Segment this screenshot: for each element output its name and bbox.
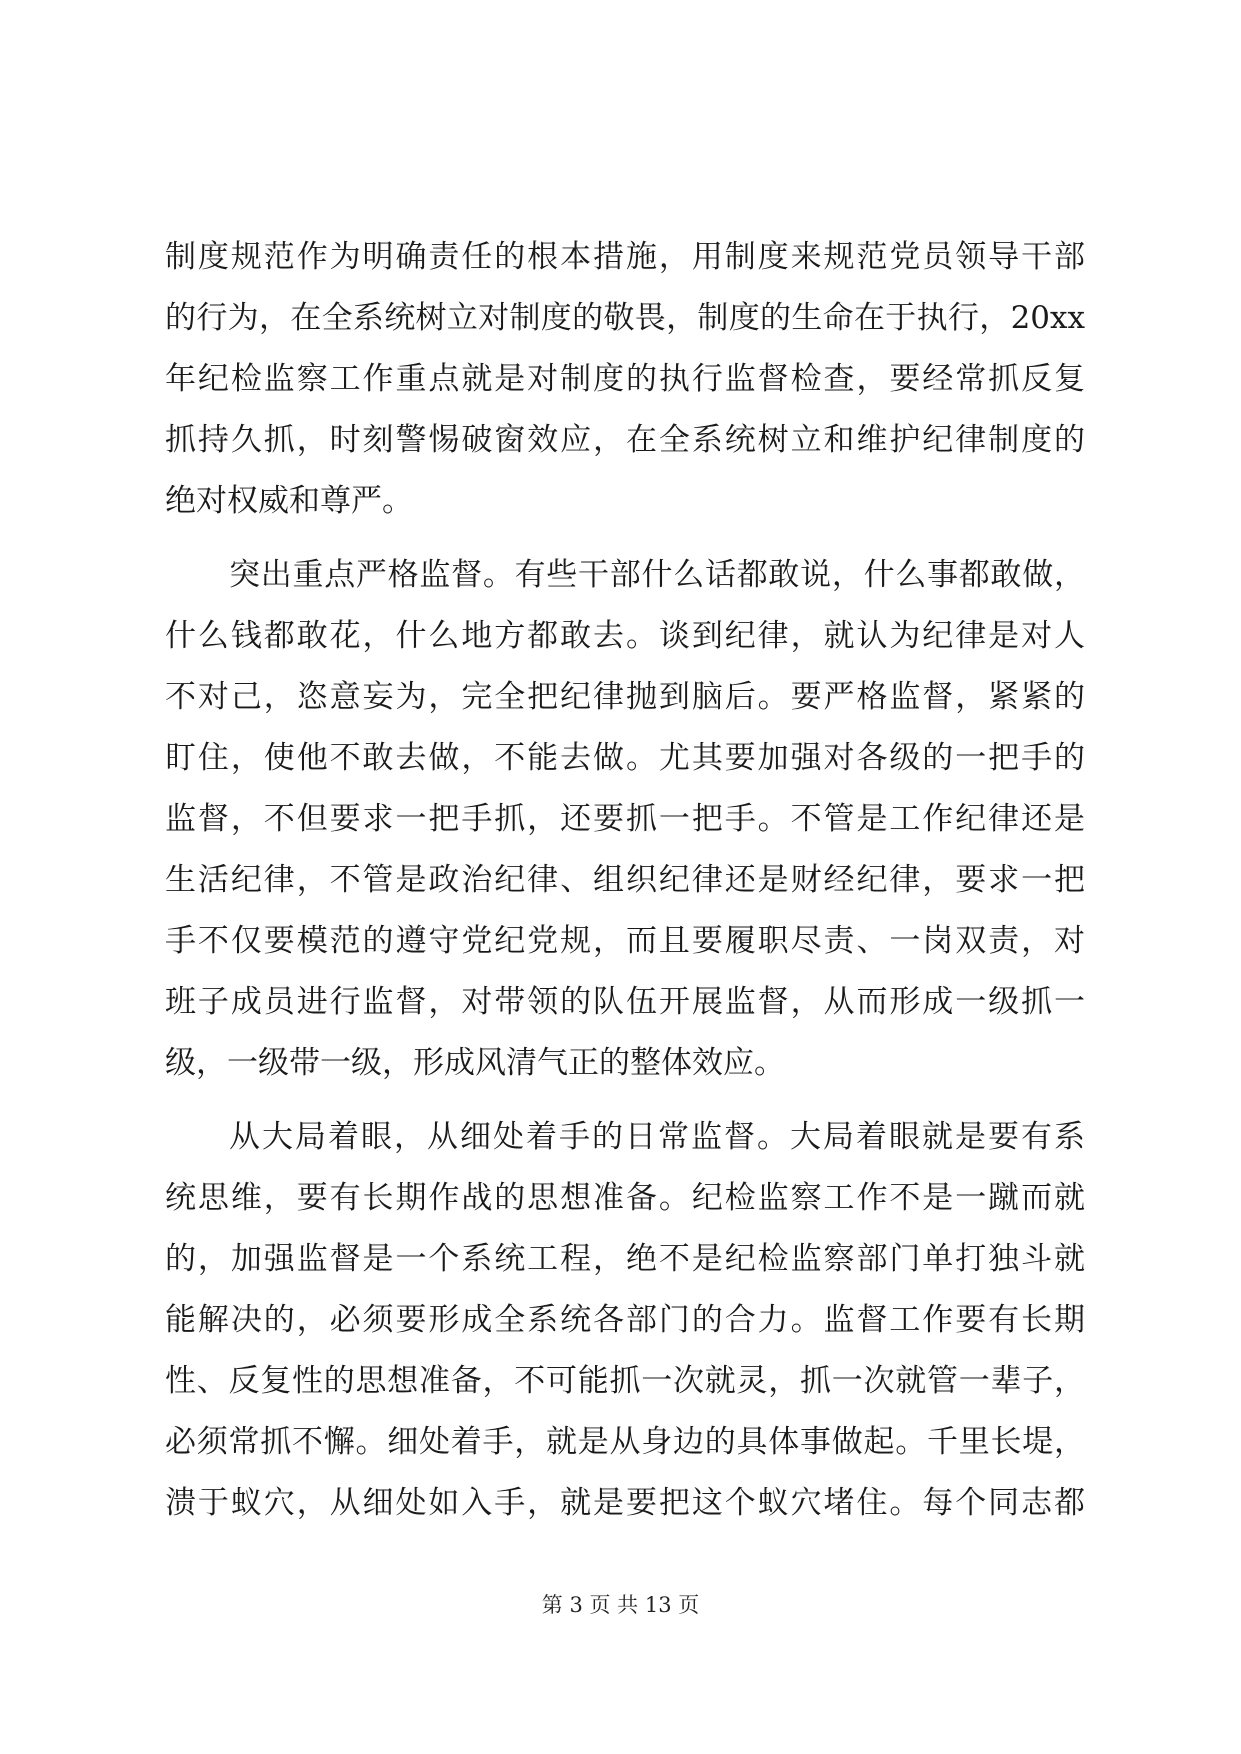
text-line: 手不仅要模范的遵守党纪党规，而且要履职尽责、一岗双责，对 — [165, 923, 1085, 959]
text-line: 级，一级带一级，形成风清气正的整体效应。 — [165, 1045, 785, 1081]
text-line: 溃于蚁穴，从细处如入手，就是要把这个蚁穴堵住。每个同志都 — [165, 1485, 1085, 1521]
text-line: 生活纪律，不管是政治纪律、组织纪律还是财经纪律，要求一把 — [165, 862, 1085, 898]
paragraph — [165, 1107, 1085, 1534]
text-line: 能解决的，必须要形成全系统各部门的合力。监督工作要有长期 — [165, 1302, 1085, 1338]
text-line: 什么钱都敢花，什么地方都敢去。谈到纪律，就认为纪律是对人 — [165, 618, 1085, 654]
text-line: 抓持久抓，时刻警惕破窗效应，在全系统树立和维护纪律制度的 — [165, 422, 1085, 458]
text-line: 突出重点严格监督。有些干部什么话都敢说，什么事都敢做， — [229, 557, 1085, 593]
text-line: 盯住，使他不敢去做，不能去做。尤其要加强对各级的一把手的 — [165, 740, 1085, 776]
paragraph-gap — [165, 1094, 1085, 1107]
text-line: 绝对权威和尊严。 — [165, 483, 413, 519]
text-line: 的，加强监督是一个系统工程，绝不是纪检监察部门单打独斗就 — [165, 1241, 1085, 1277]
text-line: 监督，不但要求一把手抓，还要抓一把手。不管是工作纪律还是 — [165, 801, 1085, 837]
text-line: 统思维，要有长期作战的思想准备。纪检监察工作不是一蹴而就 — [165, 1180, 1085, 1216]
paragraph-gap — [165, 532, 1085, 545]
text-line: 性、反复性的思想准备，不可能抓一次就灵，抓一次就管一辈子， — [165, 1363, 1085, 1399]
text-line: 制度规范作为明确责任的根本措施，用制度来规范党员领导干部 — [165, 239, 1085, 275]
paragraph — [165, 227, 1085, 532]
page-footer: 第 3 页 共 13 页 — [541, 1593, 700, 1617]
paragraph — [165, 545, 1085, 1094]
text-line: 班子成员进行监督，对带领的队伍开展监督，从而形成一级抓一 — [165, 984, 1085, 1020]
text-line: 年纪检监察工作重点就是对制度的执行监督检查，要经常抓反复 — [165, 361, 1085, 397]
text-line: 从大局着眼，从细处着手的日常监督。大局着眼就是要有系 — [229, 1119, 1085, 1155]
text-line: 的行为，在全系统树立对制度的敬畏，制度的生命在于执行，20xx — [165, 300, 1085, 336]
body-text — [165, 227, 1085, 1534]
text-line: 必须常抓不懈。细处着手，就是从身边的具体事做起。千里长堤， — [165, 1424, 1085, 1460]
text-line: 不对己，恣意妄为，完全把纪律抛到脑后。要严格监督，紧紧的 — [165, 679, 1085, 715]
